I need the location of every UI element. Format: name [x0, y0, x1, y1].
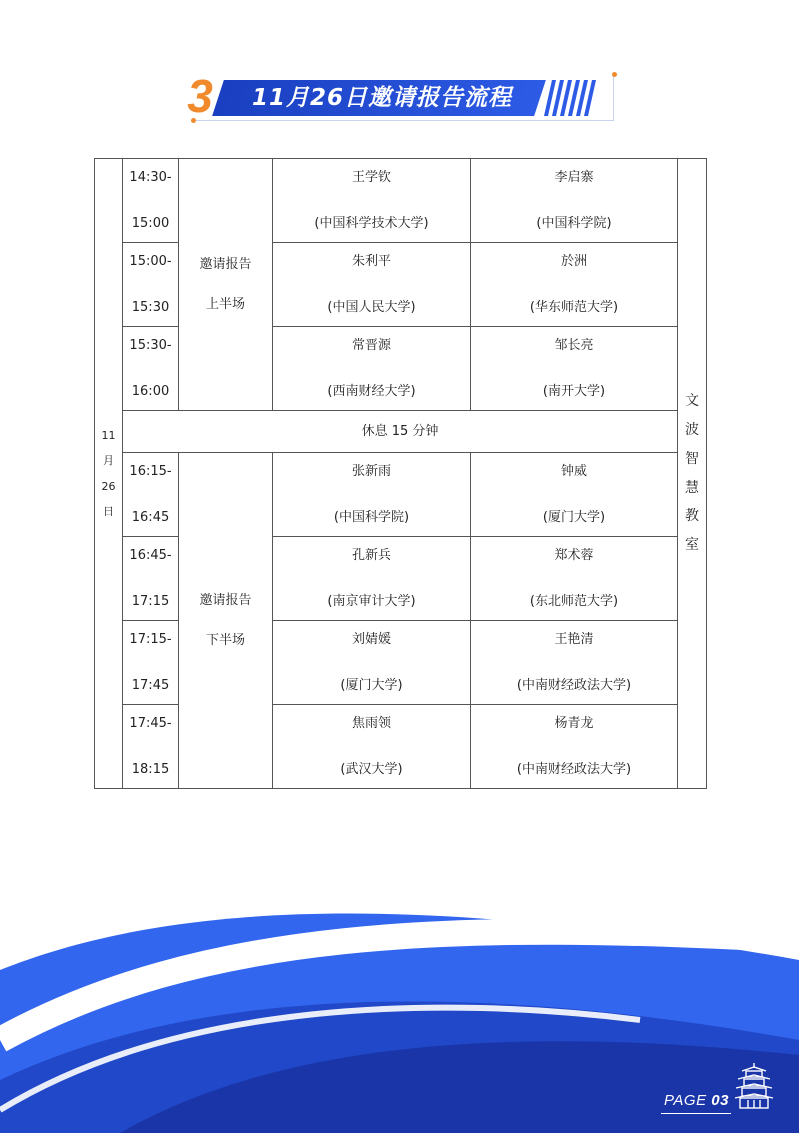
speaker-cell	[273, 453, 471, 537]
time-end: 16:45	[131, 509, 170, 525]
date-char: 11	[101, 429, 116, 443]
time-cell	[123, 621, 179, 705]
time-start: 16:15-	[129, 463, 172, 479]
time-start: 17:15-	[129, 631, 172, 647]
venue-char: 慧	[685, 479, 699, 496]
time-start: 17:45-	[129, 715, 172, 731]
session-part: 下半场	[205, 632, 245, 648]
section-header	[180, 72, 620, 122]
speaker-name: 孔新兵	[351, 547, 391, 563]
speaker-affiliation: (西南财经大学)	[327, 383, 416, 399]
time-end: 15:00	[131, 215, 170, 231]
venue-char: 教	[685, 508, 699, 525]
speaker-cell	[471, 327, 678, 411]
speaker-affiliation: (南开大学)	[542, 383, 606, 399]
page-word: PAGE	[664, 1092, 707, 1109]
time-end: 16:00	[131, 383, 170, 399]
section-number: 3	[187, 70, 213, 122]
date-char: 26	[101, 479, 116, 493]
time-end: 17:45	[131, 677, 170, 693]
speaker-cell	[471, 243, 678, 327]
time-cell	[123, 327, 179, 411]
venue-char: 波	[685, 421, 699, 438]
time-cell	[123, 537, 179, 621]
speaker-name: 郑术蓉	[554, 547, 594, 563]
speaker-name: 常晋源	[351, 337, 391, 353]
speaker-cell	[273, 327, 471, 411]
speaker-affiliation: (厦门大学)	[340, 677, 403, 693]
time-end: 17:15	[131, 593, 170, 609]
venue-char: 文	[685, 393, 699, 410]
time-start: 16:45-	[129, 547, 172, 563]
pagoda-icon	[734, 1062, 774, 1110]
speaker-cell	[273, 243, 471, 327]
speaker-affiliation: (中南财经政法大学)	[516, 761, 632, 777]
page-number: 03	[711, 1092, 729, 1109]
page-underline	[661, 1113, 731, 1114]
session-name: 邀请报告	[199, 592, 252, 608]
header-dot-top	[612, 72, 617, 77]
speaker-name: 邹长亮	[554, 337, 594, 353]
speaker-name: 刘婧媛	[351, 631, 391, 647]
header-underline	[194, 120, 614, 121]
speaker-affiliation: (中国人民大学)	[327, 299, 416, 315]
date-char: 日	[103, 504, 114, 518]
speaker-name: 李启寨	[554, 169, 594, 185]
time-cell	[123, 243, 179, 327]
time-cell	[123, 705, 179, 789]
speaker-name: 於洲	[560, 253, 587, 269]
speaker-name: 张新雨	[351, 463, 391, 479]
time-start: 15:30-	[129, 337, 172, 353]
speaker-cell	[471, 537, 678, 621]
venue-char: 智	[685, 450, 699, 467]
speaker-name: 朱利平	[351, 253, 391, 269]
table-row	[95, 159, 707, 243]
speaker-cell	[273, 537, 471, 621]
break-row	[95, 411, 707, 453]
speaker-affiliation: (南京审计大学)	[327, 593, 416, 609]
date-cell	[95, 159, 123, 789]
session-cell-first	[179, 159, 273, 411]
speaker-name: 焦雨领	[351, 715, 391, 731]
speaker-cell	[471, 621, 678, 705]
page-label	[664, 1090, 729, 1112]
session-cell-second	[179, 453, 273, 789]
time-start: 14:30-	[129, 169, 172, 185]
speaker-name: 王艳清	[554, 631, 594, 647]
venue-char: 室	[685, 537, 699, 554]
speaker-cell	[273, 159, 471, 243]
speaker-cell	[471, 159, 678, 243]
session-name: 邀请报告	[199, 256, 252, 272]
schedule-table	[94, 158, 707, 789]
speaker-affiliation: (中国科学院)	[536, 215, 612, 231]
break-cell: 休息 15 分钟	[123, 411, 678, 453]
speaker-cell	[471, 705, 678, 789]
speaker-affiliation: (厦门大学)	[542, 509, 606, 525]
venue-cell	[678, 159, 707, 789]
speaker-name: 钟威	[560, 463, 587, 479]
speaker-name: 王学钦	[351, 169, 391, 185]
header-right-rule	[613, 75, 614, 121]
speaker-affiliation: (中国科学技术大学)	[314, 215, 429, 231]
time-cell	[123, 159, 179, 243]
date-char: 月	[103, 454, 114, 468]
time-cell	[123, 453, 179, 537]
speaker-affiliation: (华东师范大学)	[529, 299, 619, 315]
time-start: 15:00-	[129, 253, 172, 269]
session-part: 上半场	[205, 296, 245, 312]
speaker-cell	[471, 453, 678, 537]
header-stripes	[542, 80, 598, 116]
speaker-cell	[273, 705, 471, 789]
time-end: 15:30	[131, 299, 170, 315]
table-row	[95, 453, 707, 537]
speaker-affiliation: (东北师范大学)	[529, 593, 619, 609]
speaker-affiliation: (中南财经政法大学)	[516, 677, 632, 693]
page-title: 11月26日邀请报告流程	[251, 85, 512, 111]
speaker-cell	[273, 621, 471, 705]
time-end: 18:15	[131, 761, 170, 777]
speaker-name: 杨青龙	[554, 715, 594, 731]
speaker-affiliation: (中国科学院)	[333, 509, 410, 525]
speaker-affiliation: (武汉大学)	[340, 761, 403, 777]
